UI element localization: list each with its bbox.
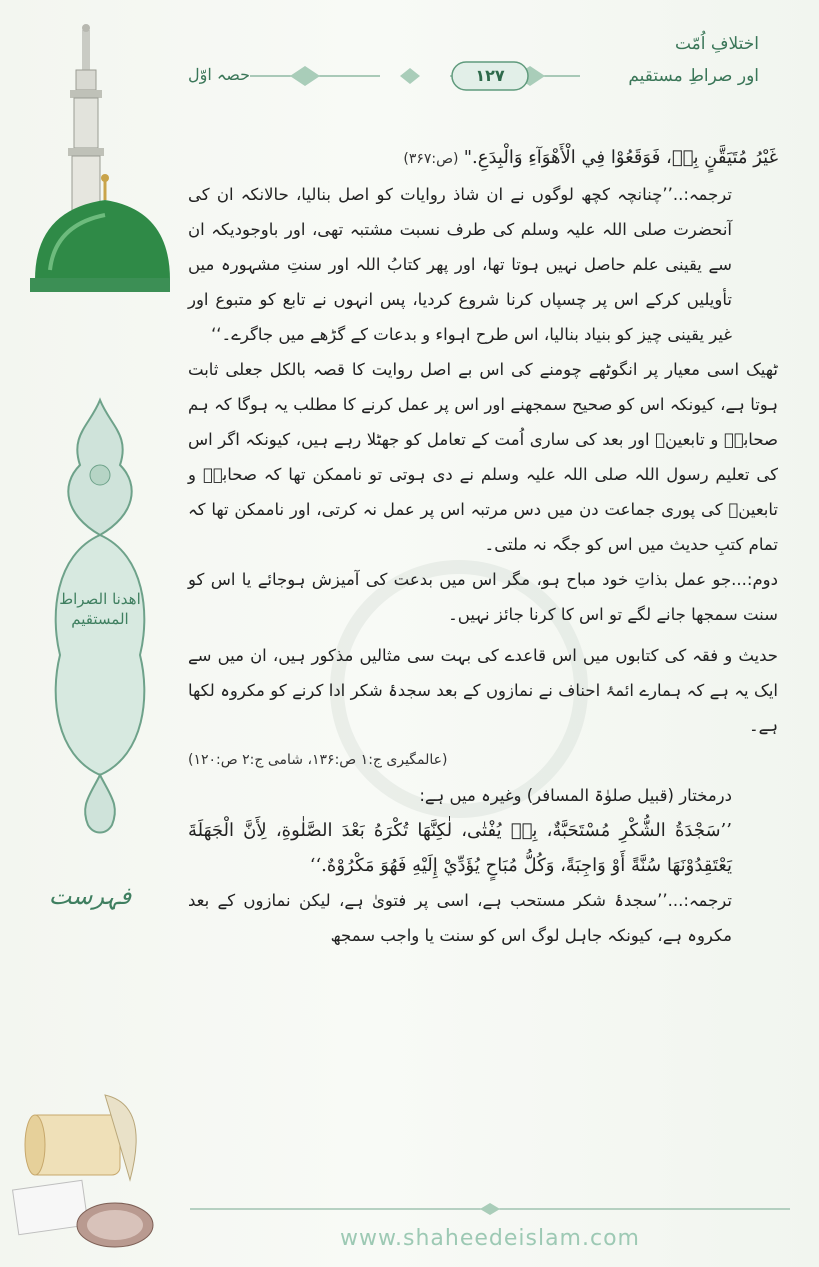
book-title-line2: اور صراطِ مستقیم	[628, 66, 759, 87]
book-title	[619, 28, 759, 93]
ornament-label: اھدنا الصراط المستقیم	[59, 590, 141, 628]
reference: (عالمگیری ج:۱ ص:۱۳۶، شامی ج:۲ ص:۱۲۰)	[188, 752, 448, 768]
arabic-line	[188, 140, 778, 177]
sidebar	[0, 0, 170, 1267]
website-url[interactable]: www.shaheedeislam.com	[340, 1226, 640, 1251]
translation-paragraph: ترجمہ:..’’چنانچہ کچھ لوگوں نے ان شاذ روایات کو اصل بنالیا، حالانکہ ان کی آنحضرت صلی اللہ علیہ وسلم کی طرف نسبت مشتبہ تھی، اور باوجودیکہ ان سے یقینی علم حاصل نہیں ہوتا تھا، اور پھر کتابُ اللہ اور سنتِ مشہورہ میں تأویلیں کرکے اس پر چسپاں کرنا شروع کردیا، پس انہوں نے تابع کو متبوع اور غیر یقینی چیز کو بنیاد بنالیا، اس طرح اہواء و بدعات کے گڑھے میں جاگرے۔‘‘	[188, 185, 732, 344]
header-ornament-icon	[250, 58, 580, 94]
scroll-quill-icon	[10, 1085, 160, 1255]
table-of-contents-link[interactable]: فہرست	[48, 882, 132, 910]
footer-ornament-icon	[190, 1202, 790, 1216]
part-label: حصہ اوّل	[188, 65, 251, 84]
arabic-text: غَيْرُ مُتَيَقَّنٍ بِهٖ، فَوَقَعُوْا فِي الْأَهْوَآءِ وَالْبِدَعِ."	[463, 147, 778, 168]
paragraph: حدیث و فقہ کی کتابوں میں اس قاعدے کی بہت سی مثالیں مذکور ہیں، ان میں سے ایک یہ ہے کہ ہمارے ائمۂ احناف نے نمازوں کے بعد سجدۂ شکر ادا کرنے کو مکروہ لکھا ہے۔	[188, 646, 778, 735]
paragraph: درمختار (قبیل صلوٰۃ المسافر) وغیرہ میں ہے:	[419, 786, 732, 805]
reference: (ص:۳۶۷)	[403, 151, 459, 167]
reference-line	[188, 743, 778, 778]
arabic-quote: ’’سَجْدَةُ الشُّكْرِ مُسْتَحَبَّةٌ، بِهٖ يُفْتٰى، لٰكِنَّهَا تُكْرَهُ بَعْدَ الصَّلٰوةِ، لِأَنَّ الْجَهَلَةَ يَعْتَقِدُوْنَهَا سُنَّةً أَوْ وَاجِبَةً، وَكُلُّ مُبَاحٍ يُؤَدِّيْ إِلَيْهِ فَهُوَ مَكْرُوْهٌ.‘‘	[188, 820, 732, 876]
paragraph: دوم:...جو عمل بذاتِ خود مباح ہو، مگر اس میں بدعت کی آمیزش ہوجائے یا اس کو سنت سمجھا جانے لگے تو اس کا کرنا جائز نہیں۔	[188, 570, 778, 624]
page-number: ۱۲۷	[475, 66, 505, 85]
book-title-line1: اختلافِ اُمّت	[674, 34, 759, 54]
paragraph: ٹھیک اسی معیار پر انگوٹھے چومنے کی اس بے اصل روایت کا قصہ بالکل جعلی ثابت ہوتا ہے، کیونکہ اس کو صحیح سمجھنے اور اس پر عمل کرنے کا مطلب یہ ہوگا کہ ہم صحابہؓ و تابعینؒ اور بعد کی ساری اُمت کے تعامل کو جھٹلا رہے ہیں، کیونکہ اگر اس کی تعلیم رسول اللہ صلی اللہ علیہ وسلم نے دی ہوتی تو ناممکن تھا کہ صحابہؓ و تابعینؒ کی پوری جماعت دن میں دس مرتبہ اس پر عمل نہ کرتی، اور ناممکن تھا کہ تمام کتبِ حدیث میں اس کو جگہ نہ ملتی۔	[188, 360, 778, 554]
page-content	[188, 140, 778, 953]
green-dome-minaret-icon	[20, 20, 170, 305]
translation-paragraph: ترجمہ:...’’سجدۂ شکر مستحب ہے، اسی پر فتویٰ ہے، لیکن نمازوں کے بعد مکروہ ہے، کیونکہ جاہل لوگ اس کو سنت یا واجب سمجھ	[188, 891, 732, 945]
